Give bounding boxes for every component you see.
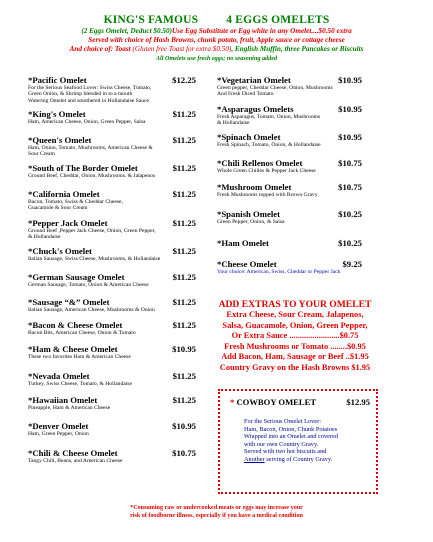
item-price: $10.25 xyxy=(338,208,362,219)
item-description: Green pepper, Cheddar Cheese, Onion, Mushrooms xyxy=(217,85,333,91)
item-name: *Spanish Omelet xyxy=(217,208,280,219)
item-price: $11.25 xyxy=(172,134,196,145)
menu-item-south-of-the-border-omelet xyxy=(28,163,196,179)
item-description: Your choice: American, Swiss, Cheddar or Pepper Jack xyxy=(217,269,341,276)
item-name: *Chili & Cheese Omelet xyxy=(28,447,118,458)
item-name: *Hawaiian Omelet xyxy=(28,394,98,405)
item-name: *Nevada Omelet xyxy=(28,370,90,381)
egg-substitute-note: Use Egg Substitute or Egg white in any Omelet....$0.50 extra xyxy=(171,27,352,35)
item-description: & Hollandaise xyxy=(217,120,250,127)
item-description: Ham, Green Pepper, Onion xyxy=(28,431,89,438)
item-price: $10.95 xyxy=(338,131,362,142)
item-description: Ham, Onion, Tomato, Mushrooms, American Cheese & xyxy=(28,144,153,151)
item-price: $10.95 xyxy=(172,421,196,432)
egg-options-line xyxy=(0,27,433,36)
item-description: For the Serious Seafood Lover: Swiss Cheese, Tomato, xyxy=(28,85,152,91)
menu-item-german-sausage-omelet xyxy=(28,272,196,288)
item-description: & Hollandaise xyxy=(28,234,61,241)
extras-line: Add Bacon, Ham, Sausage or Beef ..$1.95 xyxy=(221,352,369,362)
extras-line: Extra Cheese, Sour Cream, Jalapenos, xyxy=(226,310,364,319)
item-description: Italian Sausage, American Cheese, Mushrooms & Onion xyxy=(28,307,155,314)
item-name: *Pepper Jack Omelet xyxy=(28,217,108,228)
item-name: *Bacon & Cheese Omelet xyxy=(28,319,123,330)
item-name: *Ham Omelet xyxy=(217,238,269,249)
extras-line: Fresh Mushrooms or Tomato ........$0.95 xyxy=(224,341,366,351)
item-description: And Fresh Diced Tomato xyxy=(217,91,274,98)
item-price: $11.25 xyxy=(172,188,196,199)
menu-item-california-omelet xyxy=(28,189,196,212)
item-description: Tangy Chili, Beans, and American Cheese xyxy=(28,457,123,464)
cowboy-line: with our own Country Gravy. xyxy=(244,440,319,448)
extras-line: Or Extra Sauce ........................$0.75 xyxy=(231,331,359,341)
item-name: *Sausage “&” Omelet xyxy=(28,297,110,308)
menu-item-king-s-omelet xyxy=(28,109,196,125)
item-description: Bacon Bits, American Cheese, Onion & Tomato xyxy=(28,329,136,336)
menu-header xyxy=(0,14,433,63)
item-description: Bacon, Tomato, Swiss & Cheddar Cheese, xyxy=(28,198,123,205)
title-left: KING'S FAMOUS xyxy=(103,14,199,26)
item-name: *Queen's Omelet xyxy=(28,134,92,145)
item-description: Ground Beef, Cheddar, Onion, Mushrooms. & Jalapenos xyxy=(28,173,156,180)
item-price: $10.95 xyxy=(172,344,196,355)
extras-section xyxy=(205,299,385,374)
menu-item-pacific-omelet xyxy=(28,75,196,104)
item-name: *South of The Border Omelet xyxy=(28,163,138,174)
item-description: Fresh Spinach, Tomato, Onion, & Hollandaise xyxy=(217,141,321,148)
item-description: German Sausage, Tomato, Onion & American Cheese xyxy=(28,281,149,288)
cowboy-another: Another xyxy=(244,455,265,463)
menu-item-spinach-omelet xyxy=(217,132,362,148)
cowboy-line: Served with two hot biscuits and xyxy=(244,448,327,456)
menu-item-ham-omelet xyxy=(217,238,362,248)
item-name: *Ham & Cheese Omelet xyxy=(28,344,118,355)
cowboy-omelet-heading xyxy=(230,397,370,407)
menu-item-chuck-s-omelet xyxy=(28,246,196,262)
two-egg-note: (2 Eggs Omelet, Deduct $0.50) xyxy=(81,27,172,35)
menu-item-vegetarian-omelet xyxy=(217,75,362,98)
warning-line-1: Consuming raw or undercooked meats or eggs may increase your xyxy=(133,505,303,511)
item-description: Italian Sausage, Swiss Cheese, Mushrooms, & Hollandaise xyxy=(28,256,161,263)
item-description: Turkey, Swiss Cheese, Tomato, & Hollandaise xyxy=(28,380,132,387)
item-price: $10.95 xyxy=(338,103,362,114)
cowboy-omelet-description: For the Serious Omelet Lover: Ham, Bacon, Onion, Chunk Potatoes Wrapped into an Omelet and covered with our own Country Gravy. Served with two hot biscuits and Another serving of Country Gravy. xyxy=(244,418,338,463)
menu-title xyxy=(0,14,433,26)
item-description: Sour Cream xyxy=(28,151,55,158)
menu-item-ham-cheese-omelet xyxy=(28,344,196,360)
item-description: These two favorites Ham & American Cheese xyxy=(28,354,131,361)
item-description: Guacamole & Sour Cream xyxy=(28,205,88,212)
left-menu-column xyxy=(28,75,196,464)
cowboy-star: * xyxy=(230,397,235,407)
item-name: *King's Omelet xyxy=(28,109,86,120)
menu-item-queen-s-omelet xyxy=(28,135,196,158)
item-price: $10.75 xyxy=(338,158,362,169)
extras-title: ADD EXTRAS TO YOUR OMELET xyxy=(218,299,372,310)
item-price: $11.25 xyxy=(172,394,196,405)
right-menu-column xyxy=(217,75,362,276)
extras-line: Salsa, Guacamole, Onion, Green Pepper, xyxy=(222,320,368,330)
cowboy-line: Ham, Bacon, Onion, Chunk Potatoes xyxy=(244,425,338,433)
menu-item-asparagus-omelets xyxy=(217,104,362,127)
item-price: $11.25 xyxy=(172,163,196,174)
extras-list xyxy=(205,310,385,374)
menu-item-hawaiian-omelet xyxy=(28,395,196,411)
item-name: *Chili Rellenos Omelet xyxy=(217,158,303,169)
extras-line: Country Gravy on the Hash Browns $1.95 xyxy=(219,362,371,372)
item-price: $11.25 xyxy=(172,271,196,282)
item-name: *Cheese Omelet xyxy=(217,259,277,270)
item-price: $10.95 xyxy=(338,75,362,85)
menu-item-chili-cheese-omelet xyxy=(28,448,196,464)
bread-choice-line: And choice of: Toast (Gluten free Toast for extra $0.50), English Muffin, three Pancakes or Biscuits xyxy=(69,45,364,53)
item-name: *German Sausage Omelet xyxy=(28,271,125,282)
item-description: Watering Omelet and smothered in Hollandaise Sauce xyxy=(28,97,150,104)
item-price: $10.75 xyxy=(172,447,196,458)
menu-item-nevada-omelet xyxy=(28,371,196,387)
menu-item-mushroom-omelet xyxy=(217,182,362,198)
menu-item-bacon-cheese-omelet xyxy=(28,320,196,336)
menu-item-spanish-omelet xyxy=(217,209,362,225)
item-name: *Mushroom Omelet xyxy=(217,182,292,193)
item-description: Ground Beef ,Pepper Jack Cheese, Onion, Green Pepper, xyxy=(28,227,156,234)
item-description: Fresh Mushrooms topped with Brown Gravy xyxy=(217,192,318,199)
cowboy-line: Wrapped into an Omelet and covered xyxy=(244,433,338,441)
item-name: *Chuck's Omelet xyxy=(28,246,92,257)
item-name: *Spinach Omelet xyxy=(217,131,281,142)
item-price: $11.25 xyxy=(172,246,196,257)
item-description: Fresh Asparagus, Tomato, Onion, Mushrooms xyxy=(217,113,321,120)
item-description: Green Onion, & Shrimp blended in to a mouth xyxy=(28,91,133,98)
cowboy-omelet-price: $12.95 xyxy=(346,397,370,407)
warning-line-2: risk of foodborne illness, especially if you have a medical condition xyxy=(130,513,303,519)
food-safety-warning: *Consuming raw or undercooked meats or eggs may increase your risk of foodborne illness, especially if you have a medical condition xyxy=(0,504,433,520)
title-right: 4 EGGS OMELETS xyxy=(226,14,330,26)
item-name: *Asparagus Omelets xyxy=(217,103,294,114)
menu-item-pepper-jack-omelet xyxy=(28,218,196,241)
cowboy-omelet-name: COWBOY OMELET xyxy=(234,397,317,407)
menu-item-chili-rellenos-omelet xyxy=(217,158,362,174)
item-description: Whole Green Chilies & Pepper Jack Cheese xyxy=(217,168,316,175)
item-price: $11.25 xyxy=(172,297,196,308)
item-price: $11.25 xyxy=(172,319,196,330)
menu-item-cheese-omelet xyxy=(217,259,362,275)
item-name: *Denver Omelet xyxy=(28,421,89,432)
item-description: Pineapple, Ham & American Cheese xyxy=(28,404,111,411)
menu-item-sausage-omelet xyxy=(28,297,196,313)
side-choice-line: Served with choice of Hash Browns, chunk potato, fruit, Apple sauce or cottage cheese xyxy=(88,36,345,44)
menu-item-denver-omelet xyxy=(28,421,196,437)
item-price: $11.25 xyxy=(172,217,196,228)
cowboy-omelet-box xyxy=(218,389,378,494)
item-name: *California Omelet xyxy=(28,188,100,199)
item-name: *Pacific Omelet xyxy=(28,75,87,85)
item-name: *Vegetarian Omelet xyxy=(217,75,291,85)
item-price: $11.25 xyxy=(172,370,196,381)
item-description: Green Pepper, Onion, & Salsa xyxy=(217,218,285,225)
item-price: $12.25 xyxy=(172,75,196,85)
item-price: $9.25 xyxy=(342,259,362,270)
item-price: $10.75 xyxy=(338,182,362,193)
cowboy-line: For the Serious Omelet Lover: xyxy=(244,418,321,425)
item-price: $11.25 xyxy=(172,109,196,120)
item-price: $10.25 xyxy=(338,238,362,249)
fresh-eggs-note: All Omelets use fresh eggs; no seasoning added xyxy=(155,55,278,62)
item-description: Ham, American Cheese, Onion, Green Pepper, Salsa xyxy=(28,119,146,126)
